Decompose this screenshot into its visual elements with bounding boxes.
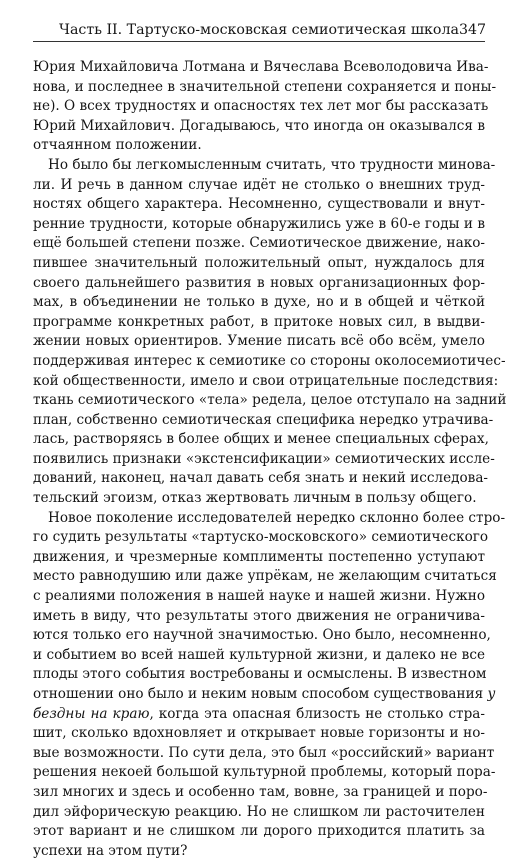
text-line: зил многих и здесь и особенно там, вовне, за границей и поро- bbox=[33, 783, 488, 800]
text-line: место равнодушию или даже упрёкам, не желающим считаться bbox=[33, 568, 497, 585]
text-line: ются только его научной значимостью. Оно было, несомненно, bbox=[33, 627, 491, 644]
italic-fragment: бездны на краю bbox=[33, 705, 150, 722]
text-line: го судить результаты «тартуско-московского» семиотического bbox=[33, 529, 489, 546]
text-line: дил эйфорическую реакцию. Но не слишком ли расточителен bbox=[33, 803, 485, 820]
text-line: не). О всех трудностях и опасностях тех лет мог бы рассказать bbox=[33, 98, 489, 115]
text-line bbox=[33, 685, 496, 705]
text-line: этот вариант и не слишком ли дорого приходится платить за bbox=[33, 823, 485, 840]
text-line: ещё большей степени позже. Семиотическое движение, нако- bbox=[33, 235, 485, 252]
book-page bbox=[33, 20, 507, 861]
text-line: с реалиями положения в нашей науке и нашей жизни. Нужно bbox=[33, 588, 485, 605]
text-line: успехи на этом пути? bbox=[33, 842, 188, 859]
paragraph bbox=[33, 156, 507, 509]
text-line: вые возможности. По сути дела, это был «российский» вариант bbox=[33, 744, 495, 761]
text-line: ностях общего характера. Несомненно, существовали и внут- bbox=[33, 196, 485, 213]
paragraph bbox=[33, 58, 497, 156]
running-title: Часть II. Тартуско-московская семиотическая школа bbox=[59, 22, 459, 38]
text-line: и событием во всей нашей культурной жизни, и далеко не все bbox=[33, 646, 485, 663]
text-line: иметь в виду, что результаты этого движения не ограничива- bbox=[33, 607, 485, 624]
text-line: отчаянном положении. bbox=[33, 137, 202, 154]
text-line: решения некоей большой культурной проблемы, который пора- bbox=[33, 764, 496, 781]
text-fragment: отношении оно было и неким новым способом существования bbox=[33, 686, 484, 702]
text-line: кой общественности, имело и свои отрицательные последствия: bbox=[33, 372, 499, 389]
text-line: Юрия Михайловича Лотмана и Вячеслава Всеволодовича Ива- bbox=[33, 59, 489, 75]
text-line: мах, в объединении не только в духе, но и в общей и чёткой bbox=[33, 294, 485, 311]
text-line: поддерживая интерес к семиотике со стороны околосемиотичес- bbox=[33, 352, 506, 369]
text-line: лась, растворяясь в более общих и менее специальных сферах, bbox=[33, 431, 489, 448]
text-line bbox=[33, 705, 485, 725]
text-line: появились признаки «экстенсификации» семиотических иссле- bbox=[33, 450, 495, 467]
text-line: Новое поколение исследователей нередко склонно более стро- bbox=[48, 509, 506, 526]
text-line: Но было бы легкомысленным считать, что трудности минова- bbox=[48, 156, 496, 173]
text-line: своего дальнейшего развития в новых организационных фор- bbox=[33, 274, 485, 291]
text-line: движения, и чрезмерные комплименты постепенно уступают bbox=[33, 548, 485, 565]
text-fragment: , когда эта опасная близость не столько стра- bbox=[149, 705, 485, 722]
italic-fragment: у bbox=[487, 686, 496, 702]
text-line: дований, наконец, начал давать себя знать и некий исследова- bbox=[33, 470, 489, 487]
text-line: жении новых ориентиров. Умение писать всё обо всём, умело bbox=[33, 333, 485, 350]
text-line: плоды этого события востребованы и осмыслены. В известном bbox=[33, 666, 487, 683]
running-header bbox=[33, 20, 485, 42]
text-line: нова, и последнее в значительной степени сохраняется и поны- bbox=[33, 78, 497, 95]
text-line: программе конкретных работ, в притоке новых сил, в выдви- bbox=[33, 313, 485, 330]
paragraph bbox=[33, 509, 506, 861]
text-line: шит, сколько вдохновляет и открывает новые горизонты и но- bbox=[33, 725, 485, 742]
text-line: ли. И речь в данном случае идёт не столько о внешних труд- bbox=[33, 176, 485, 193]
text-line: план, собственно семиотическая специфика нередко утрачива- bbox=[33, 411, 494, 428]
text-line: пившее значительный положительный опыт, нуждалось для bbox=[33, 254, 485, 271]
text-line: ренние трудности, которые обнаружились уже в 60-е годы и в bbox=[33, 215, 485, 232]
text-line: Юрий Михайлович. Догадываюсь, что иногда он оказывался в bbox=[33, 117, 485, 134]
page-number: 347 bbox=[458, 22, 487, 38]
text-line: ткань семиотического «тела» редела, целое отступало на задний bbox=[33, 392, 507, 409]
text-line: тельский эгоизм, отказ жертвовать личным в пользу общего. bbox=[33, 490, 477, 507]
body-text bbox=[33, 58, 507, 861]
